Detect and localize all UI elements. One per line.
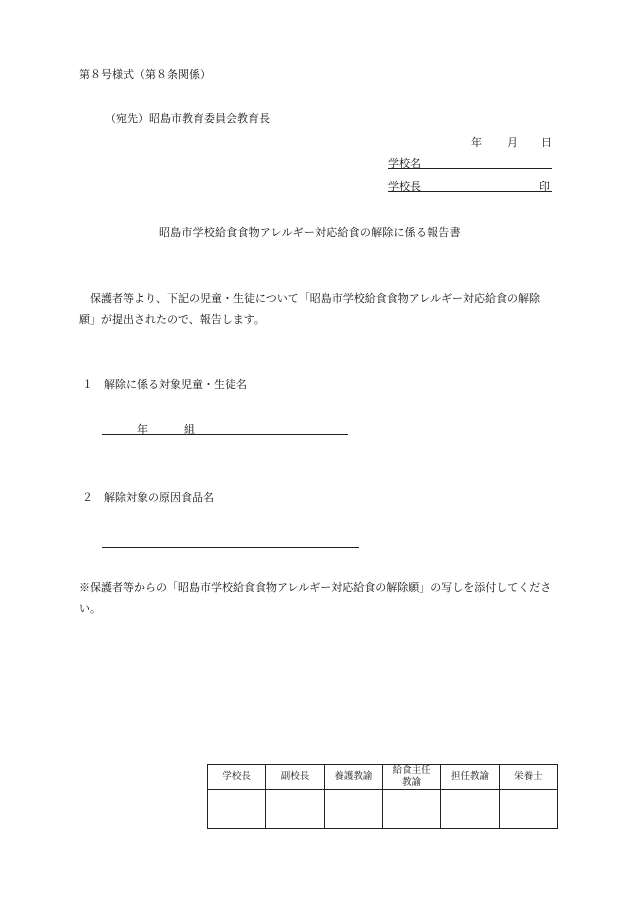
intro-paragraph <box>79 288 554 330</box>
seal-cell-lunch-chief[interactable] <box>382 790 440 829</box>
seal-cell-vice-principal[interactable] <box>266 790 324 829</box>
approval-header-vice-principal: 副校長 <box>266 765 324 790</box>
form-number: 第８号様式（第８条関係） <box>79 68 211 81</box>
principal-label: 学校長 <box>388 180 421 193</box>
section-1-heading: １ 解除に係る対象児童・生徒名 <box>82 378 247 391</box>
note-text: ※保護者等からの「昭島市学校給食食物アレルギー対応給食の解除願」の写しを添付してください。 <box>79 581 552 615</box>
grade-label: 年 <box>137 423 148 436</box>
approval-header-school-nurse: 養護教諭 <box>324 765 382 790</box>
intro-text: 保護者等より、下記の児童・生徒について「昭島市学校給食食物アレルギー対応給食の解除願」が提出されたので、報告します。 <box>79 292 541 326</box>
allergen-field[interactable] <box>102 531 359 548</box>
approval-header-principal: 学校長 <box>208 765 266 790</box>
seal-cell-principal[interactable] <box>208 790 266 829</box>
principal-field[interactable] <box>388 175 552 192</box>
school-name-field[interactable] <box>388 152 552 169</box>
seal-cell-school-nurse[interactable] <box>324 790 382 829</box>
seal-cell-homeroom-teacher[interactable] <box>441 790 499 829</box>
date-month: 月 <box>507 136 518 149</box>
approval-header-lunch-chief: 給食主任 教諭 <box>382 765 440 790</box>
date-day: 日 <box>541 136 552 149</box>
approval-header-nutritionist: 栄養士 <box>499 765 557 790</box>
approval-table <box>207 764 558 829</box>
approval-header-homeroom-teacher: 担任教諭 <box>441 765 499 790</box>
note-paragraph <box>79 577 554 619</box>
addressee: （宛先）昭島市教育委員会教育長 <box>105 112 270 125</box>
date-year: 年 <box>471 136 482 149</box>
school-name-label: 学校名 <box>388 157 421 170</box>
section-2-heading: ２ 解除対象の原因食品名 <box>82 491 214 504</box>
seal-cell-nutritionist[interactable] <box>499 790 557 829</box>
seal-label: 印 <box>539 180 550 193</box>
student-name-field[interactable] <box>102 418 348 435</box>
approval-header-row <box>208 765 558 790</box>
class-label: 組 <box>184 423 195 436</box>
approval-seal-row <box>208 790 558 829</box>
document-title: 昭島市学校給食食物アレルギー対応給食の解除に係る報告書 <box>159 226 461 239</box>
